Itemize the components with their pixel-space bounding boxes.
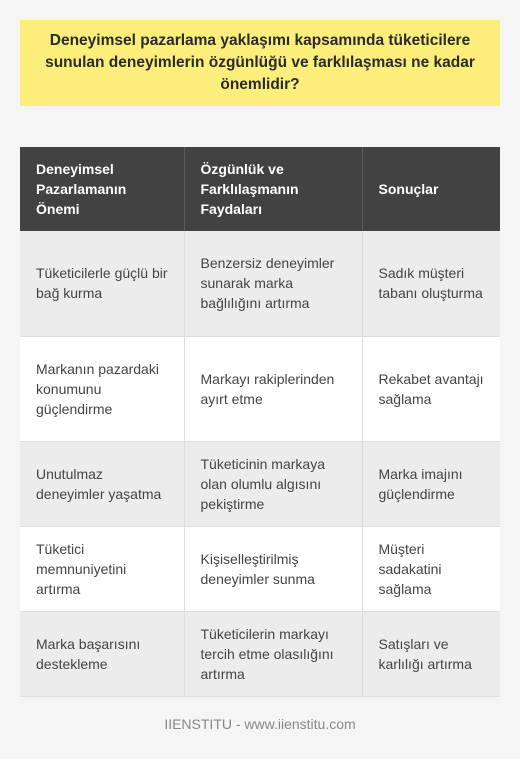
table-cell: Marka imajını güçlendirme — [362, 441, 500, 526]
table-row — [20, 336, 500, 441]
comparison-table — [20, 147, 500, 697]
table-cell: Markanın pazardaki konumunu güçlendirme — [20, 336, 184, 441]
table-cell: Kişiselleştirilmiş deneyimler sunma — [184, 526, 362, 611]
table-row — [20, 526, 500, 611]
column-header-importance: Deneyimsel Pazarlamanın Önemi — [20, 147, 184, 231]
table-cell: Müşteri sadakatini sağlama — [362, 526, 500, 611]
table-cell: Marka başarısını destekleme — [20, 611, 184, 696]
table-cell: Markayı rakiplerinden ayırt etme — [184, 336, 362, 441]
table-cell: Tüketicilerle güçlü bir bağ kurma — [20, 231, 184, 336]
table-cell: Tüketici memnuniyetini artırma — [20, 526, 184, 611]
table-row — [20, 611, 500, 696]
table-header-row — [20, 147, 500, 231]
table-row — [20, 231, 500, 336]
table-row — [20, 441, 500, 526]
page-title: Deneyimsel pazarlama yaklaşımı kapsamında tüketicilere sunulan deneyimlerin özgünlüğü ve farklılaşması ne kadar önemlidir? — [45, 32, 475, 93]
table-cell: Tüketicilerin markayı tercih etme olasılığını artırma — [184, 611, 362, 696]
table-cell: Rekabet avantajı sağlama — [362, 336, 500, 441]
column-header-benefits: Özgünlük ve Farklılaşmanın Faydaları — [184, 147, 362, 231]
table-cell: Unutulmaz deneyimler yaşatma — [20, 441, 184, 526]
title-banner — [20, 20, 500, 106]
column-header-results: Sonuçlar — [362, 147, 500, 231]
footer-credit: IIENSTITU - www.iienstitu.com — [164, 716, 356, 732]
table-cell: Sadık müşteri tabanı oluşturma — [362, 231, 500, 336]
table-cell: Tüketicinin markaya olan olumlu algısını pekiştirme — [184, 441, 362, 526]
table-cell: Satışları ve karlılığı artırma — [362, 611, 500, 696]
table-cell: Benzersiz deneyimler sunarak marka bağlılığını artırma — [184, 231, 362, 336]
